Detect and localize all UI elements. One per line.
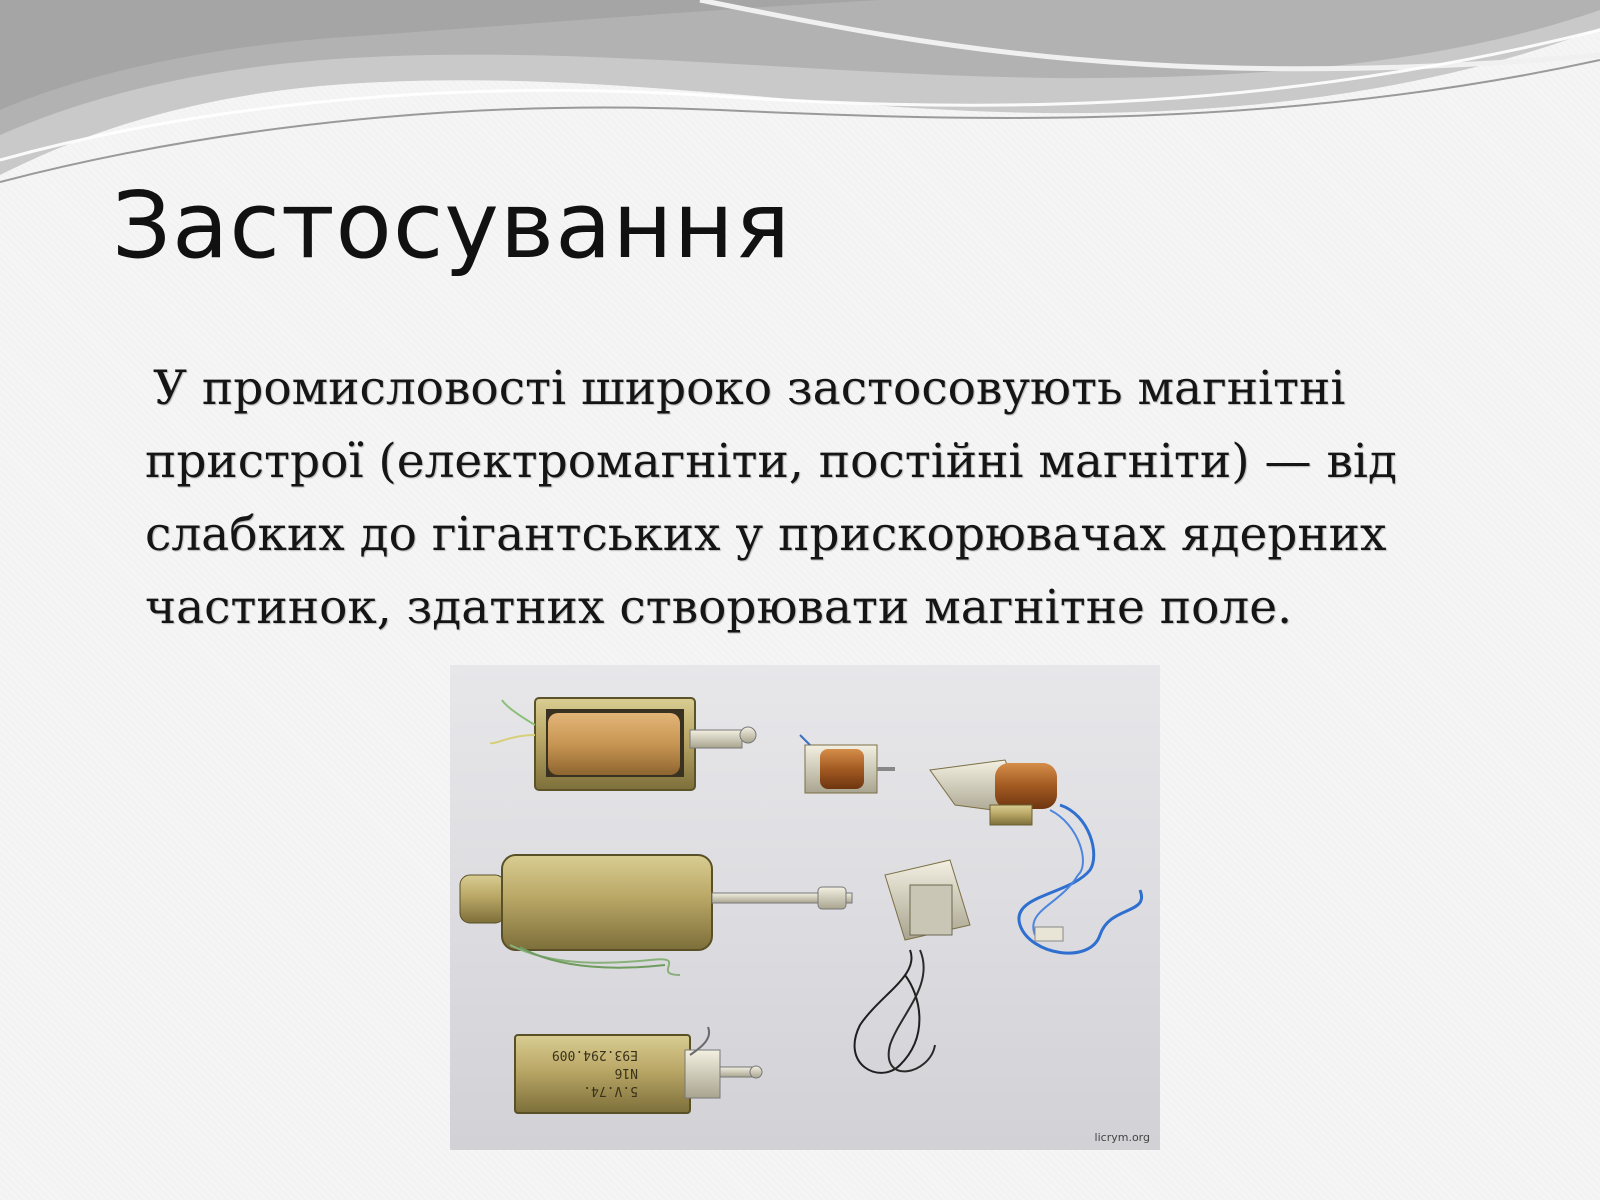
cylinder-solenoid xyxy=(460,855,852,975)
device-label-1: 5.V.74. xyxy=(583,1083,638,1098)
decorative-top-waves xyxy=(0,0,1600,200)
slide-title: Застосування xyxy=(112,172,792,279)
device-label-2: N16 xyxy=(614,1065,638,1080)
electromagnets-photo xyxy=(450,665,1160,1150)
small-coil xyxy=(800,735,895,793)
device-label-3: E93.294.009 xyxy=(551,1047,638,1062)
labeled-rectangular-solenoid xyxy=(515,1027,762,1113)
slide-body-text: У промисловості широко застосовують магнітні пристрої (електромагніти, постійні магніти) — від слабких до гігантських у прискорювачах ядерних частинок, здатних створювати магнітне поле. xyxy=(145,361,1397,635)
electromagnets-illustration xyxy=(450,665,1160,1150)
small-relay-black-wire xyxy=(855,860,970,1073)
photo-watermark: licrym.org xyxy=(1094,1131,1150,1144)
frame-solenoid xyxy=(490,698,756,790)
